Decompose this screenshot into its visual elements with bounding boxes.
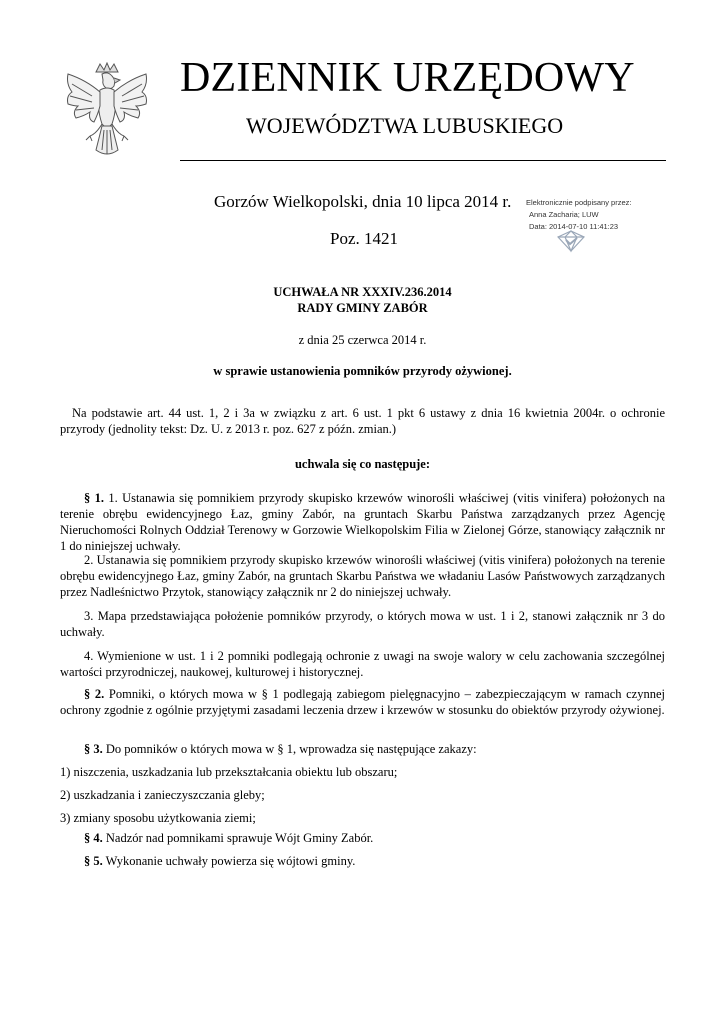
- place-date: Gorzów Wielkopolski, dnia 10 lipca 2014 r.: [214, 192, 512, 211]
- resolution-issuer: RADY GMINY ZABÓR: [297, 301, 428, 315]
- signature-signer: Anna Zacharia; LUW: [529, 210, 599, 219]
- list-item: 2) uszkadzania i zanieczyszczania gleby;: [60, 788, 265, 802]
- paragraph-text: Do pomników o których mowa w § 1, wprowadza się następujące zakazy:: [102, 742, 477, 756]
- list-item: 1) niszczenia, uszkadzania lub przekształcania obiektu lub obszaru;: [60, 765, 398, 779]
- resolution-date: z dnia 25 czerwca 2014 r.: [298, 333, 427, 347]
- masthead-divider: [180, 160, 666, 161]
- paragraph-text: 1. Ustanawia się pomnikiem przyrody skupisko krzewów winorośli właściwej (vitis vinifera) położonych na terenie obrębu ewidencyjnego Łaz, gminy Zabór, na gruntach Skarbu Państwa zarządzanych przez Agencję Nieruchomości Rolnych Oddział Terenowy w Gorzowie Wielkopolskim Filia w Zielonej Górze, stanowiący załącznik nr 1 do niniejszej uchwały.: [60, 491, 665, 553]
- masthead-subtitle: WOJEWÓDZTWA LUBUSKIEGO: [246, 113, 564, 138]
- signature-check-icon: [556, 229, 586, 253]
- paragraph-text: Nadzór nad pomnikami sprawuje Wójt Gminy Zabór.: [102, 831, 374, 845]
- paragraph-marker: § 3.: [84, 742, 103, 756]
- paragraph-3: [60, 741, 665, 757]
- signature-date: Data: 2014-07-10 11:41:23: [529, 222, 619, 231]
- paragraph-2: [60, 686, 665, 718]
- resolution-number: UCHWAŁA NR XXXIV.236.2014: [273, 285, 452, 299]
- list-item: 3) zmiany sposobu użytkowania ziemi;: [60, 811, 256, 825]
- paragraph-marker: § 2.: [84, 687, 105, 701]
- paragraph-5: [60, 853, 665, 869]
- signature-label: Elektronicznie podpisany przez:: [526, 198, 632, 207]
- masthead-title: DZIENNIK URZĘDOWY: [180, 55, 635, 101]
- paragraph-marker: § 1.: [84, 491, 104, 505]
- electronic-signature-block: [523, 197, 643, 257]
- paragraph-1-section-3: 3. Mapa przedstawiająca położenie pomników przyrody, o których mowa w ust. 1 i 2, stanowi załącznik nr 3 do uchwały.: [60, 609, 665, 639]
- position-number: Poz. 1421: [330, 229, 398, 248]
- resolves-heading: uchwala się co następuje:: [294, 457, 431, 471]
- paragraph-text: Pomniki, o których mowa w § 1 podlegają zabiegom pielęgnacyjno – zabezpieczającym w ramach czynnej ochrony zgodnie z ogólnie przyjętymi zasadami leczenia drzew i krzewów w stosunku do obiektów przyrody ożywionej.: [60, 687, 665, 717]
- paragraph-4: [60, 830, 665, 846]
- legal-basis: Na podstawie art. 44 ust. 1, 2 i 3a w związku z art. 6 ust. 1 pkt 6 ustawy z dnia 16 kwietnia 2004r. o ochronie przyrody (jednolity tekst: Dz. U. z 2013 r. poz. 627 z późn. zmian.): [60, 406, 665, 436]
- polish-eagle-emblem-icon: [62, 62, 152, 162]
- resolution-subject: w sprawie ustanowienia pomników przyrody ożywionej.: [213, 364, 512, 378]
- paragraph-marker: § 4.: [84, 831, 103, 845]
- paragraph-text: Wykonanie uchwały powierza się wójtowi gminy.: [102, 854, 356, 868]
- paragraph-1-section-4: 4. Wymienione w ust. 1 i 2 pomniki podlegają ochronie z uwagi na swoje walory w celu zachowania szczególnej wartości przyrodniczej, naukowej, kulturowej i historycznej.: [60, 649, 665, 679]
- paragraph-1: [60, 490, 665, 554]
- paragraph-marker: § 5.: [84, 854, 103, 868]
- paragraph-1-section-2: 2. Ustanawia się pomnikiem przyrody skupisko krzewów winorośli właściwej (vitis vinifera) położonych na terenie obrębu ewidencyjnego Łaz, gminy Zabór, na gruntach Skarbu Państwa we władaniu Lasów Państwowych zarządzanych przez Nadleśnictwo Przytok, stanowiący załącznik nr 2 do niniejszej uchwały.: [60, 553, 665, 599]
